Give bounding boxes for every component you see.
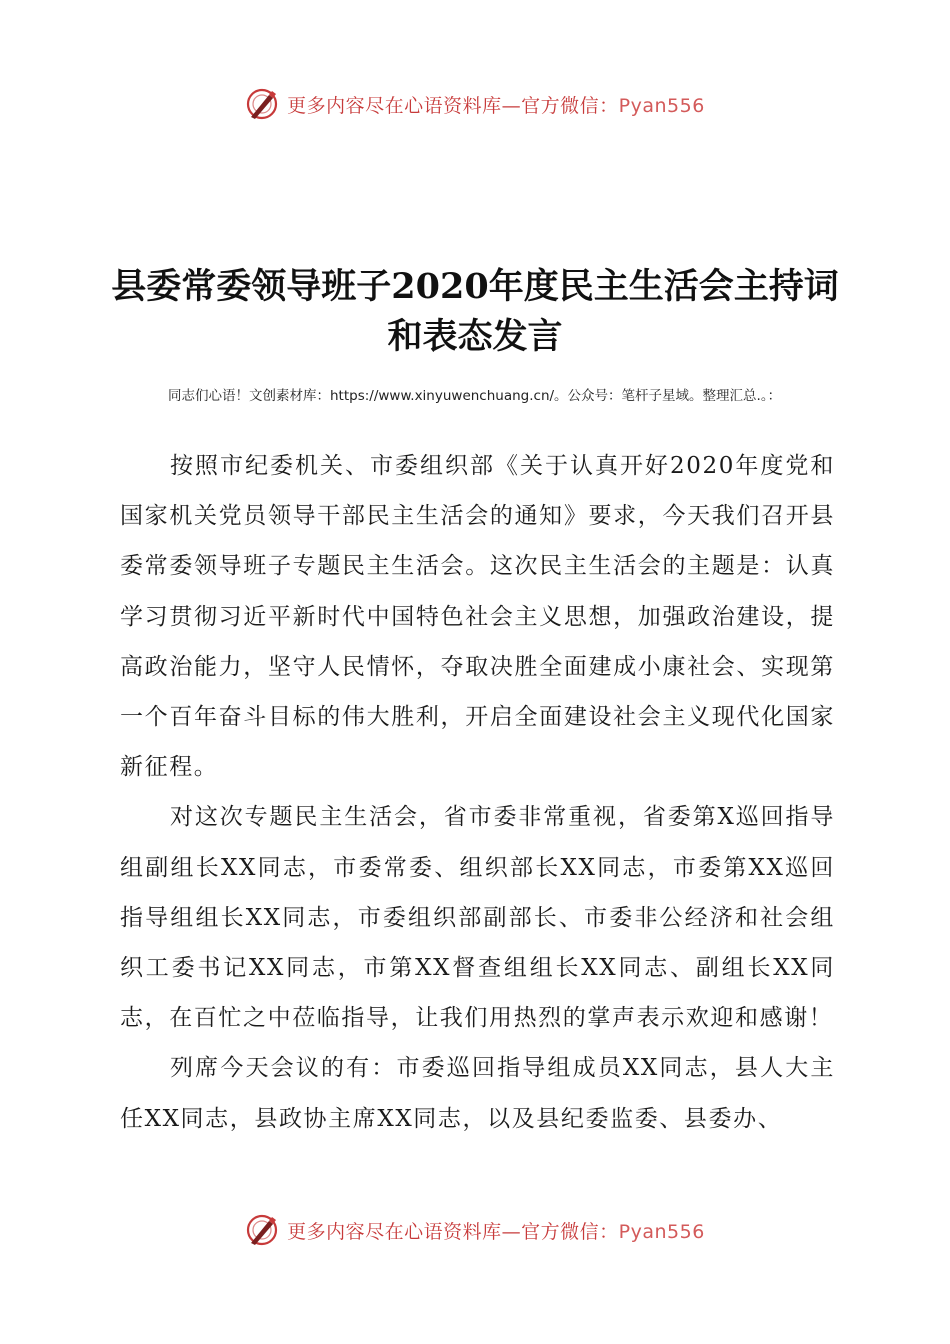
footer-banner	[0, 1210, 950, 1250]
pen-logo-icon	[245, 1213, 279, 1247]
banner-account: Pyan556	[618, 94, 705, 117]
document-body	[120, 441, 835, 1144]
banner-text: 更多内容尽在心语资料库—官方微信：Pyan556	[287, 94, 705, 117]
pen-logo-icon	[245, 87, 279, 121]
paragraph: 对这次专题民主生活会，省市委非常重视，省委第X巡回指导组副组长XX同志，市委常委、组织部长XX同志，市委第XX巡回指导组组长XX同志，市委组织部副部长、市委非公经济和社会组织工委书记XX同志，市第XX督查组组长XX同志、副组长XX同志，在百忙之中莅临指导，让我们用热烈的掌声表示欢迎和感谢！	[120, 804, 835, 1032]
source-note: 同志们心语！文创素材库：https://www.xinyuwenchuang.cn/。公众号：笔杆子星域。整理汇总.。：	[168, 388, 782, 404]
banner-text: 更多内容尽在心语资料库—官方微信：Pyan556	[287, 1220, 705, 1243]
paragraph: 按照市纪委机关、市委组织部《关于认真开好2020年度党和国家机关党员领导干部民主生活会的通知》要求，今天我们召开县委常委领导班子专题民主生活会。这次民主生活会的主题是：认真学习贯彻习近平新时代中国特色社会主义思想，加强政治建设，提高政治能力，坚守人民情怀，夺取决胜全面建成小康社会、实现第一个百年奋斗目标的伟大胜利，开启全面建设社会主义现代化国家新征程。	[120, 453, 835, 781]
document-title: 县委常委领导班子2020年度民主生活会主持词和表态发言	[111, 266, 839, 357]
header-banner	[0, 84, 950, 124]
banner-account: Pyan556	[618, 1220, 705, 1243]
paragraph: 列席今天会议的有：市委巡回指导组成员XX同志，县人大主任XX同志，县政协主席XX同志，以及县纪委监委、县委办、	[120, 1055, 835, 1132]
